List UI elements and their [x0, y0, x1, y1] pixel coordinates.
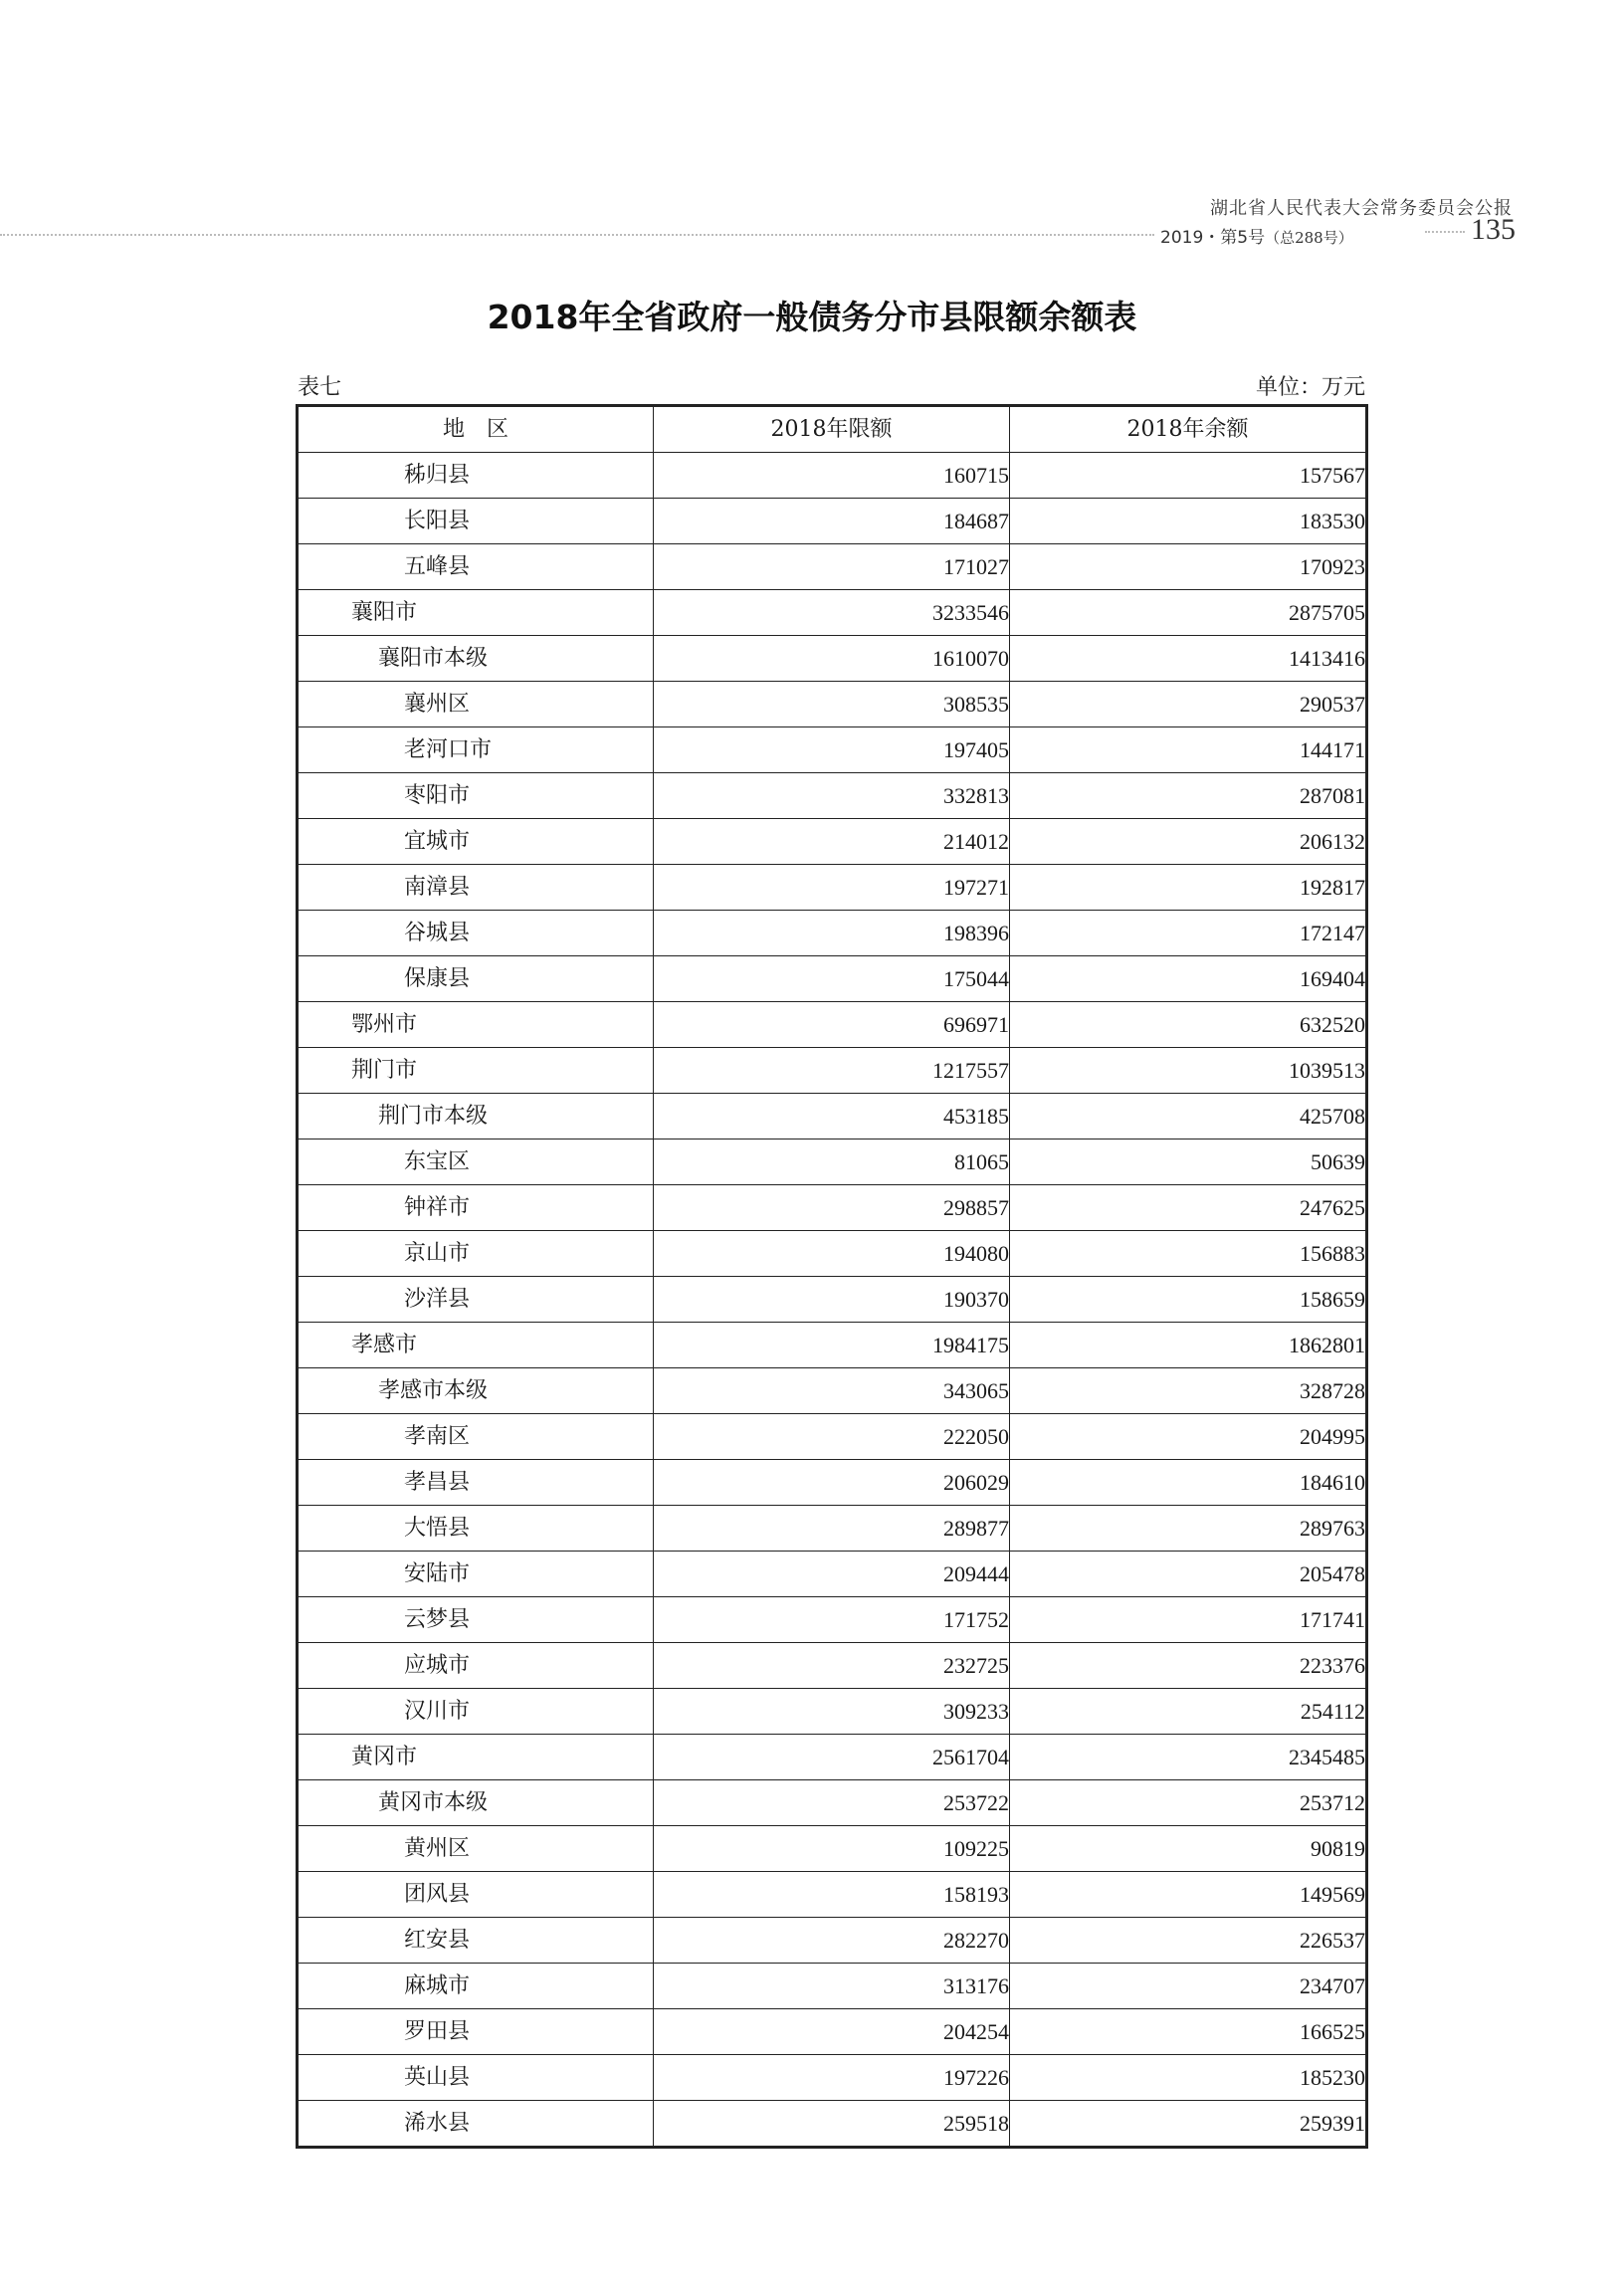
table-row	[298, 1735, 1367, 1780]
region-name-cell: 应城市	[298, 1643, 654, 1689]
table-row	[298, 1002, 1367, 1048]
region-name-cell: 老河口市	[298, 727, 654, 773]
table-row	[298, 956, 1367, 1002]
region-name-cell: 枣阳市	[298, 773, 654, 819]
debt-table	[296, 404, 1368, 2149]
table-row	[298, 2055, 1367, 2101]
table-body	[298, 453, 1367, 2148]
region-name-cell: 五峰县	[298, 544, 654, 590]
table-row	[298, 1918, 1367, 1964]
balance-cell: 90819	[1010, 1826, 1367, 1872]
region-name-cell: 云梦县	[298, 1597, 654, 1643]
balance-cell: 290537	[1010, 682, 1367, 727]
region-name-cell: 荆门市	[298, 1048, 654, 1094]
column-header-limit: 2018年限额	[654, 406, 1010, 453]
balance-cell: 192817	[1010, 865, 1367, 911]
region-name-cell: 麻城市	[298, 1964, 654, 2009]
table-row	[298, 1597, 1367, 1643]
column-header-region: 地 区	[298, 406, 654, 453]
table-row	[298, 1048, 1367, 1094]
region-name-cell: 孝感市	[298, 1323, 654, 1368]
region-name-cell: 南漳县	[298, 865, 654, 911]
balance-cell: 157567	[1010, 453, 1367, 499]
region-name-cell: 襄州区	[298, 682, 654, 727]
region-name-cell: 襄阳市	[298, 590, 654, 636]
region-name-cell: 浠水县	[298, 2101, 654, 2148]
limit-cell: 206029	[654, 1460, 1010, 1506]
limit-cell: 696971	[654, 1002, 1010, 1048]
limit-cell: 171752	[654, 1597, 1010, 1643]
limit-cell: 313176	[654, 1964, 1010, 2009]
balance-cell: 185230	[1010, 2055, 1367, 2101]
limit-cell: 214012	[654, 819, 1010, 865]
region-name-cell: 钟祥市	[298, 1185, 654, 1231]
limit-cell: 282270	[654, 1918, 1010, 1964]
table-row	[298, 636, 1367, 682]
limit-cell: 1610070	[654, 636, 1010, 682]
balance-cell: 170923	[1010, 544, 1367, 590]
table-row	[298, 1872, 1367, 1918]
region-name-cell: 团风县	[298, 1872, 654, 1918]
balance-cell: 1039513	[1010, 1048, 1367, 1094]
balance-cell: 144171	[1010, 727, 1367, 773]
table-row	[298, 819, 1367, 865]
table-label: 表七	[298, 375, 342, 400]
balance-cell: 287081	[1010, 773, 1367, 819]
balance-cell: 172147	[1010, 911, 1367, 956]
balance-cell: 1413416	[1010, 636, 1367, 682]
limit-cell: 158193	[654, 1872, 1010, 1918]
table-row	[298, 1231, 1367, 1277]
region-name-cell: 保康县	[298, 956, 654, 1002]
table-row	[298, 1140, 1367, 1185]
table-row	[298, 911, 1367, 956]
balance-cell: 425708	[1010, 1094, 1367, 1140]
balance-cell: 156883	[1010, 1231, 1367, 1277]
limit-cell: 259518	[654, 2101, 1010, 2148]
issue-number: 2019・第5号	[1160, 228, 1266, 248]
table-row	[298, 1094, 1367, 1140]
balance-cell: 183530	[1010, 499, 1367, 544]
issue-total: （总288号）	[1265, 229, 1353, 247]
region-name-cell: 孝南区	[298, 1414, 654, 1460]
region-name-cell: 安陆市	[298, 1552, 654, 1597]
page-number: 135	[1471, 213, 1516, 246]
column-header-balance: 2018年余额	[1010, 406, 1367, 453]
region-name-cell: 长阳县	[298, 499, 654, 544]
limit-cell: 3233546	[654, 590, 1010, 636]
balance-cell: 149569	[1010, 1872, 1367, 1918]
limit-cell: 109225	[654, 1826, 1010, 1872]
region-name-cell: 谷城县	[298, 911, 654, 956]
balance-cell: 2345485	[1010, 1735, 1367, 1780]
region-name-cell: 黄冈市	[298, 1735, 654, 1780]
balance-cell: 247625	[1010, 1185, 1367, 1231]
limit-cell: 160715	[654, 453, 1010, 499]
limit-cell: 308535	[654, 682, 1010, 727]
limit-cell: 184687	[654, 499, 1010, 544]
balance-cell: 205478	[1010, 1552, 1367, 1597]
region-name-cell: 鄂州市	[298, 1002, 654, 1048]
table-row	[298, 727, 1367, 773]
balance-cell: 289763	[1010, 1506, 1367, 1552]
table-header-row	[298, 406, 1367, 453]
header-divider	[0, 234, 1154, 236]
limit-cell: 232725	[654, 1643, 1010, 1689]
balance-cell: 169404	[1010, 956, 1367, 1002]
limit-cell: 309233	[654, 1689, 1010, 1735]
journal-header	[1210, 194, 1513, 220]
limit-cell: 81065	[654, 1140, 1010, 1185]
limit-cell: 1217557	[654, 1048, 1010, 1094]
region-name-cell: 黄州区	[298, 1826, 654, 1872]
table-row	[298, 773, 1367, 819]
limit-cell: 171027	[654, 544, 1010, 590]
region-name-cell: 秭归县	[298, 453, 654, 499]
limit-cell: 198396	[654, 911, 1010, 956]
limit-cell: 194080	[654, 1231, 1010, 1277]
table-row	[298, 1826, 1367, 1872]
table-row	[298, 1323, 1367, 1368]
limit-cell: 190370	[654, 1277, 1010, 1323]
balance-cell: 2875705	[1010, 590, 1367, 636]
table-row	[298, 2009, 1367, 2055]
region-name-cell: 东宝区	[298, 1140, 654, 1185]
table-row	[298, 499, 1367, 544]
table-row	[298, 1460, 1367, 1506]
region-name-cell: 罗田县	[298, 2009, 654, 2055]
table-row	[298, 1780, 1367, 1826]
balance-cell: 158659	[1010, 1277, 1367, 1323]
limit-cell: 175044	[654, 956, 1010, 1002]
balance-cell: 632520	[1010, 1002, 1367, 1048]
limit-cell: 204254	[654, 2009, 1010, 2055]
region-name-cell: 京山市	[298, 1231, 654, 1277]
balance-cell: 206132	[1010, 819, 1367, 865]
table-row	[298, 1964, 1367, 2009]
table-row	[298, 453, 1367, 499]
limit-cell: 2561704	[654, 1735, 1010, 1780]
region-name-cell: 荆门市本级	[298, 1094, 654, 1140]
balance-cell: 223376	[1010, 1643, 1367, 1689]
balance-cell: 253712	[1010, 1780, 1367, 1826]
table-row	[298, 1689, 1367, 1735]
table-row	[298, 1552, 1367, 1597]
region-name-cell: 沙洋县	[298, 1277, 654, 1323]
table-row	[298, 1185, 1367, 1231]
limit-cell: 343065	[654, 1368, 1010, 1414]
balance-cell: 234707	[1010, 1964, 1367, 2009]
table-row	[298, 1414, 1367, 1460]
limit-cell: 332813	[654, 773, 1010, 819]
balance-cell: 204995	[1010, 1414, 1367, 1460]
balance-cell: 50639	[1010, 1140, 1367, 1185]
limit-cell: 197405	[654, 727, 1010, 773]
page-number-divider	[1425, 231, 1465, 233]
limit-cell: 209444	[654, 1552, 1010, 1597]
table-row	[298, 2101, 1367, 2148]
region-name-cell: 红安县	[298, 1918, 654, 1964]
unit-label: 单位：万元	[1255, 375, 1365, 400]
balance-cell: 1862801	[1010, 1323, 1367, 1368]
region-name-cell: 黄冈市本级	[298, 1780, 654, 1826]
region-name-cell: 襄阳市本级	[298, 636, 654, 682]
region-name-cell: 大悟县	[298, 1506, 654, 1552]
balance-cell: 184610	[1010, 1460, 1367, 1506]
limit-cell: 222050	[654, 1414, 1010, 1460]
page-title: 2018年全省政府一般债务分市县限额余额表	[487, 298, 1137, 336]
limit-cell: 197226	[654, 2055, 1010, 2101]
table-row	[298, 865, 1367, 911]
balance-cell: 166525	[1010, 2009, 1367, 2055]
limit-cell: 253722	[654, 1780, 1010, 1826]
limit-cell: 1984175	[654, 1323, 1010, 1368]
table-row	[298, 1643, 1367, 1689]
table-row	[298, 682, 1367, 727]
table-row	[298, 1506, 1367, 1552]
issue-info	[1160, 223, 1353, 248]
limit-cell: 289877	[654, 1506, 1010, 1552]
balance-cell: 328728	[1010, 1368, 1367, 1414]
region-name-cell: 英山县	[298, 2055, 654, 2101]
journal-name: 湖北省人民代表大会常务委员会公报	[1210, 198, 1513, 219]
limit-cell: 453185	[654, 1094, 1010, 1140]
table-row	[298, 590, 1367, 636]
balance-cell: 254112	[1010, 1689, 1367, 1735]
balance-cell: 171741	[1010, 1597, 1367, 1643]
limit-cell: 298857	[654, 1185, 1010, 1231]
region-name-cell: 孝昌县	[298, 1460, 654, 1506]
table-row	[298, 1277, 1367, 1323]
region-name-cell: 汉川市	[298, 1689, 654, 1735]
balance-cell: 259391	[1010, 2101, 1367, 2148]
table-row	[298, 1368, 1367, 1414]
region-name-cell: 宜城市	[298, 819, 654, 865]
balance-cell: 226537	[1010, 1918, 1367, 1964]
limit-cell: 197271	[654, 865, 1010, 911]
region-name-cell: 孝感市本级	[298, 1368, 654, 1414]
table-row	[298, 544, 1367, 590]
